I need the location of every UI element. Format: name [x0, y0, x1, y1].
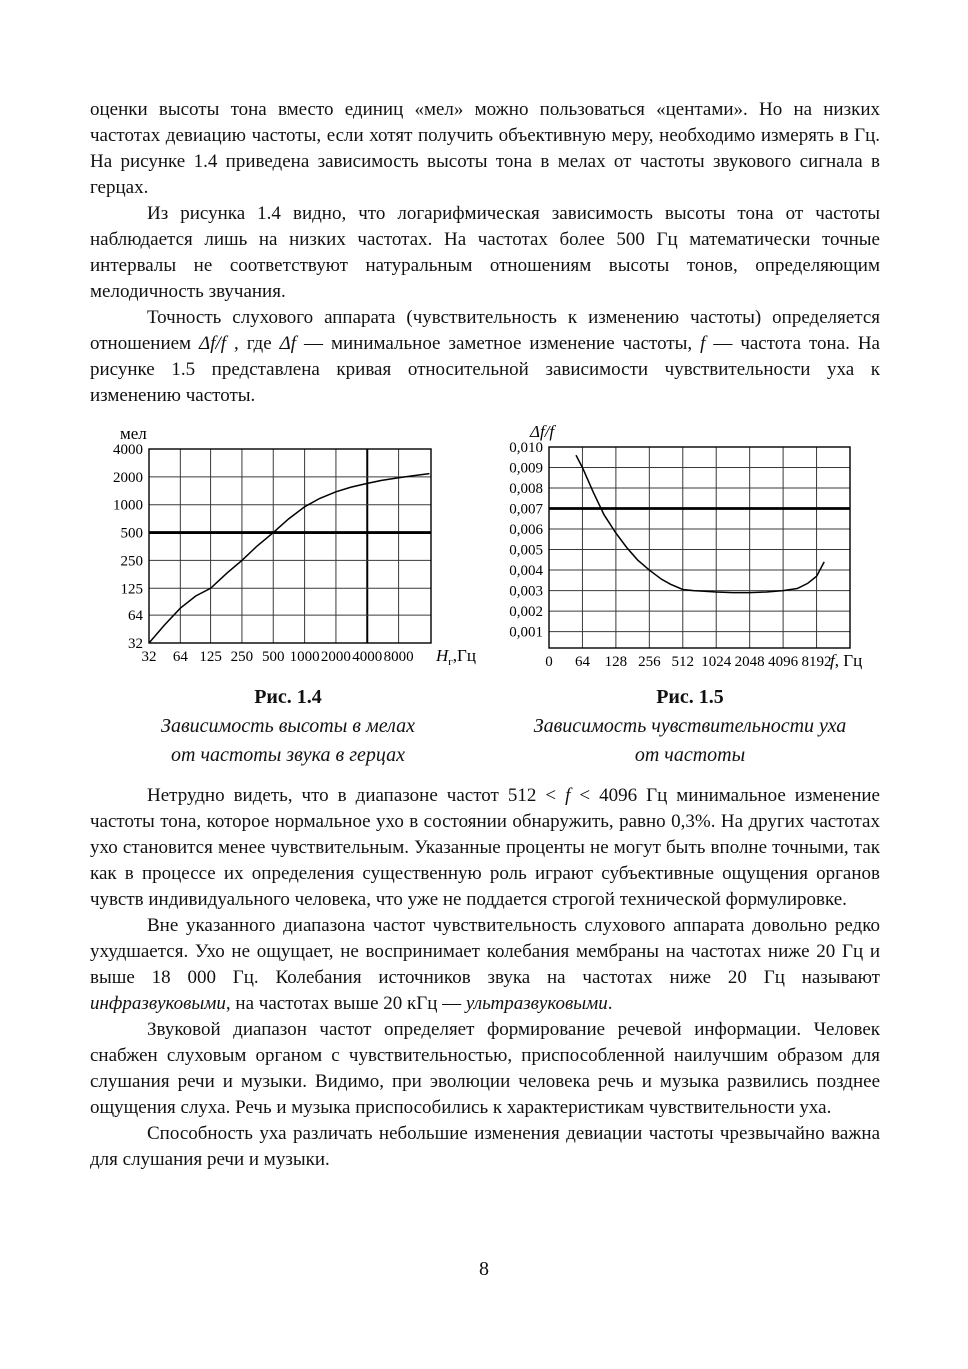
svg-text:125: 125 [199, 649, 222, 665]
svg-text:125: 125 [120, 581, 143, 598]
svg-text:256: 256 [638, 654, 661, 670]
svg-text:64: 64 [172, 649, 188, 665]
svg-text:2048: 2048 [734, 654, 765, 670]
svg-text:1024: 1024 [701, 654, 732, 670]
svg-text:мел: мел [120, 424, 147, 443]
svg-text:64: 64 [574, 654, 590, 670]
body-text-bottom [90, 783, 880, 1173]
figure-1-4 [92, 420, 484, 770]
svg-text:0,009: 0,009 [509, 460, 543, 477]
figure-1-5 [494, 420, 886, 770]
svg-text:8192: 8192 [801, 654, 832, 670]
paragraph-6: Звуковой диапазон частот определяет формирование речевой информации. Человек снабжен слуховым органом с чувствительностью, приспособленной наилучшим образом для слушания речи и музыки. Видимо, при эволюции человека речь и музыка развились позднее ощущения слуха. Речь и музыка приспособились к характеристикам чувствительности уха. [90, 1019, 880, 1118]
svg-text:128: 128 [604, 654, 628, 670]
svg-text:1000: 1000 [289, 649, 320, 665]
svg-text:512: 512 [671, 654, 695, 670]
svg-text:0,007: 0,007 [509, 501, 543, 518]
svg-text:0,010: 0,010 [509, 440, 543, 456]
svg-text:0,002: 0,002 [509, 604, 543, 621]
svg-text:500: 500 [262, 649, 285, 665]
page-number: 8 [479, 1258, 489, 1280]
svg-text:32: 32 [141, 649, 157, 665]
figures-row [92, 420, 892, 770]
svg-text:250: 250 [120, 553, 143, 570]
body-text-top [90, 97, 880, 409]
svg-text:2000: 2000 [113, 469, 143, 486]
svg-text:64: 64 [128, 608, 143, 625]
paragraph-5: Вне указанного диапазона частот чувствительность слухового аппарата довольно редко ухудшается. Ухо не ощущает, не воспринимает колебания мембраны на частотах ниже 20 Гц и выше 18 000 Гц. Колебания источников звука на частотах ниже 20 Гц называют инфразвуковыми, на частотах выше 20 кГц — ультразвуковыми. [90, 915, 880, 1014]
figure-1-4-caption: Зависимость высоты в мелах от частоты звука в герцах [161, 715, 415, 766]
svg-text:250: 250 [230, 649, 254, 665]
figure-1-4-label: Рис. 1.4 [254, 686, 322, 708]
svg-text:Δf/f: Δf/f [530, 422, 555, 441]
svg-text:f, Гц: f, Гц [830, 651, 863, 670]
figure-1-5-caption: Зависимость чувствительности уха от частоты [533, 715, 847, 766]
svg-text:8000: 8000 [383, 649, 414, 665]
svg-text:500: 500 [120, 525, 143, 542]
svg-text:4000: 4000 [113, 442, 143, 458]
svg-text:32: 32 [128, 636, 143, 652]
paragraph-2: Из рисунка 1.4 видно, что логарифмическая зависимость высоты тона от частоты наблюдается лишь на низких частотах. На частотах более 500 Гц математически точные интервалы не соответствуют натуральным отношениям высоты тонов, определяющим мелодичность звучания. [90, 203, 880, 302]
figure-1-5-label: Рис. 1.5 [656, 686, 724, 708]
svg-text:0,004: 0,004 [509, 563, 543, 580]
svg-text:4096: 4096 [768, 654, 799, 670]
svg-text:1000: 1000 [113, 497, 143, 514]
svg-text:0: 0 [545, 654, 553, 670]
svg-text:0,005: 0,005 [509, 542, 543, 559]
svg-text:0,001: 0,001 [509, 624, 543, 641]
chart-ear-sensitivity-vs-frequency [494, 420, 887, 674]
svg-text:2000: 2000 [320, 649, 351, 665]
svg-text:0,008: 0,008 [509, 481, 543, 498]
svg-text:Hг,Гц: $H_г,Гц$ [436, 646, 476, 668]
paragraph-1: оценки высоты тона вместо единиц «мел» можно пользоваться «центами». Но на низких частотах девиацию частоты, если хотят получить объективную меру, необходимо измерять в Гц. На рисунке 1.4 приведена зависимость высоты тона в мелах от частоты звукового сигнала в герцах. [90, 99, 880, 198]
paragraph-3: Точность слухового аппарата (чувствительность к изменению частоты) определяется отношением Δf/f , где Δf — минимальное заметное изменение частоты, f — частота тона. На рисунке 1.5 представлена кривая относительной зависимости чувствительности уха к изменению частоты. [90, 307, 880, 406]
chart-mel-vs-frequency [92, 420, 484, 674]
paragraph-4: Нетрудно видеть, что в диапазоне частот 512 < f < 4096 Гц минимальное изменение частоты тона, которое нормальное ухо в состоянии обнаружить, равно 0,3%. На других частотах ухо становится менее чувствительным. Указанные проценты не могут быть вполне точными, так как в процессе их определения существенную роль играют субъективные ощущения органов чувств индивидуального человека, что уже не поддается строгой технической формулировке. [90, 785, 880, 910]
svg-text:4000: 4000 [352, 649, 383, 665]
svg-text:0,006: 0,006 [509, 522, 543, 539]
paragraph-7: Способность уха различать небольшие изменения девиации частоты чрезвычайно важна для слушания речи и музыки. [90, 1123, 880, 1170]
svg-text:0,003: 0,003 [509, 583, 543, 600]
